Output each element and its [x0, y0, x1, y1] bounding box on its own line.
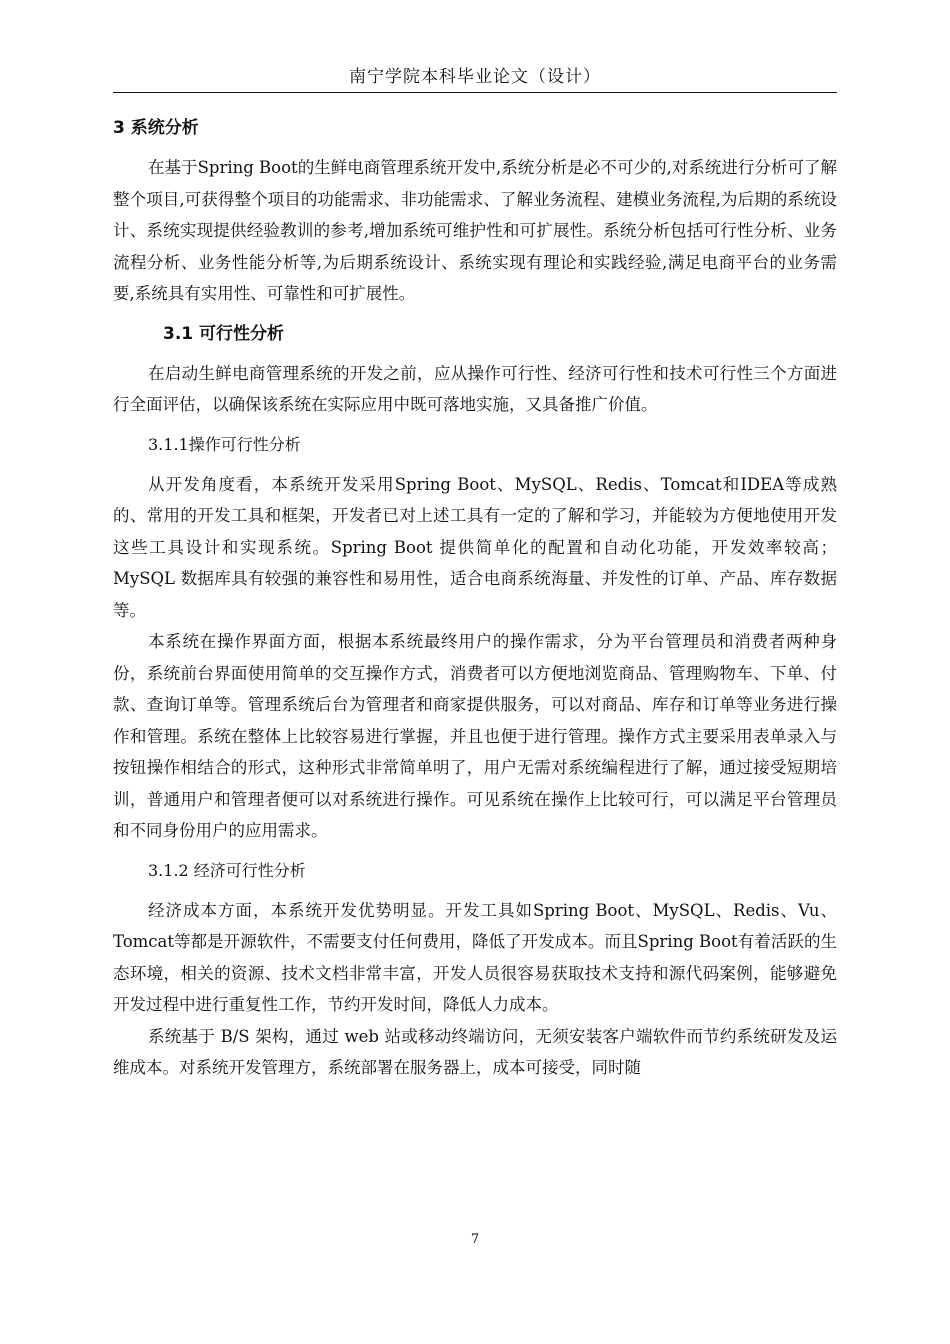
- running-header: 南宁学院本科毕业论文（设计）: [113, 62, 837, 93]
- section-heading: 3 系统分析: [113, 118, 199, 138]
- section-intro-paragraph: 在基于Spring Boot的生鲜电商管理系统开发中,系统分析是必不可少的,对系统进行分析可了解整个项目,可获得整个项目的功能需求、非功能需求、了解业务流程、建模业务流程,为后期的系统设计、系统实现提供经验教训的参考,增加系统可维护性和可扩展性。系统分析包括可行性分析、业务流程分析、业务性能分析等,为后期系统设计、系统实现有理论和实践经验,满足电商平台的业务需要,系统具有实用性、可靠性和可扩展性。: [113, 158, 837, 303]
- subsection-heading: 3.1 可行性分析: [163, 323, 285, 344]
- operational-paragraph-2: 本系统在操作界面方面，根据本系统最终用户的操作需求，分为平台管理员和消费者两种身份，系统前台界面使用简单的交互操作方式，消费者可以方便地浏览商品、管理购物车、下单、付款、查询订单等。管理系统后台为管理者和商家提供服务，可以对商品、库存和订单等业务进行操作和管理。系统在整体上比较容易进行掌握，并且也便于进行管理。操作方式主要采用表单录入与按钮操作相结合的形式，这种形式非常简单明了，用户无需对系统编程进行了解，通过接受短期培训，普通用户和管理者便可以对系统进行操作。可见系统在操作上比较可行，可以满足平台管理员和不同身份用户的应用需求。: [113, 632, 837, 840]
- page-body: [113, 112, 837, 1084]
- operational-paragraph-1: 从开发角度看，本系统开发采用Spring Boot、MySQL、Redis、Tomcat和IDEA等成熟的、常用的开发工具和框架，开发者已对上述工具有一定的了解和学习，并能较为方便地使用开发这些工具设计和实现系统。Spring Boot 提供简单化的配置和自动化功能，开发效率较高；MySQL 数据库具有较强的兼容性和易用性，适合电商系统海量、并发性的订单、产品、库存数据等。: [113, 474, 837, 620]
- economic-feasibility-heading: 3.1.2 经济可行性分析: [148, 860, 306, 880]
- subsection-intro-paragraph: 在启动生鲜电商管理系统的开发之前，应从操作可行性、经济可行性和技术可行性三个方面进行全面评估，以确保该系统在实际应用中既可落地实施，又具备推广价值。: [113, 363, 837, 414]
- economic-paragraph-1: 经济成本方面，本系统开发优势明显。开发工具如Spring Boot、MySQL、Redis、Vu、Tomcat等都是开源软件，不需要支付任何费用，降低了开发成本。而且Spring Boot有着活跃的生态环境，相关的资源、技术文档非常丰富，开发人员很容易获取技术支持和源代码案例，能够避免开发过程中进行重复性工作，节约开发时间，降低人力成本。: [113, 900, 837, 1014]
- operational-feasibility-heading: 3.1.1操作可行性分析: [148, 434, 301, 454]
- economic-paragraph-2: 系统基于 B/S 架构，通过 web 站或移动终端访问，无须安装客户端软件而节约系统研发及运维成本。对系统开发管理方，系统部署在服务器上，成本可接受，同时随: [113, 1026, 837, 1077]
- page-number: 7: [470, 1232, 480, 1247]
